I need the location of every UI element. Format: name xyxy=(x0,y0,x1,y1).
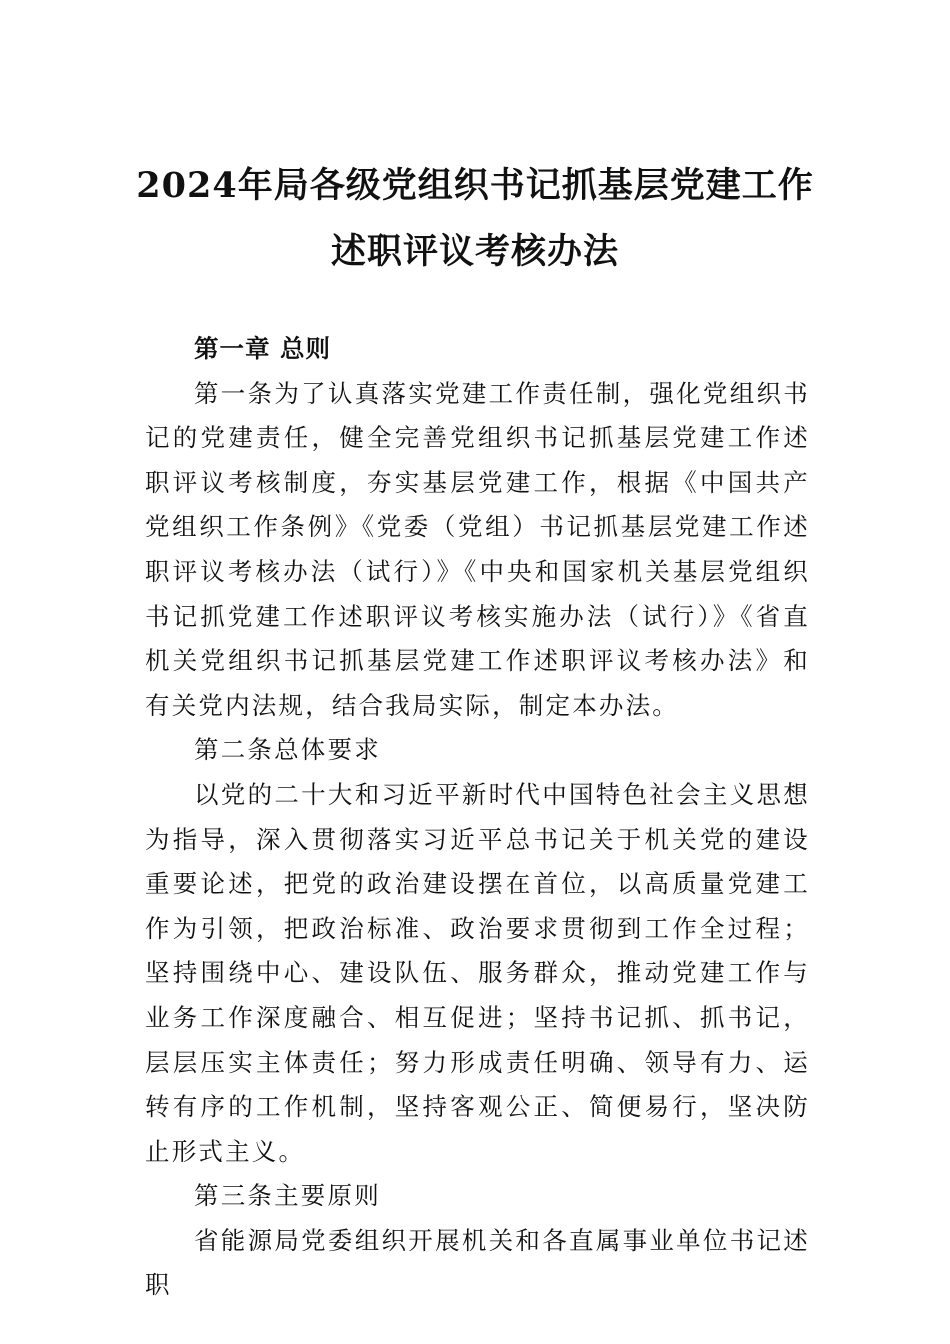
article-3-heading: 第三条主要原则 xyxy=(194,1181,381,1211)
document-title-line-2: 述职评议考核办法 xyxy=(330,231,619,272)
document-title-line-1: 2024年局各级党组织书记抓基层党建工作 xyxy=(136,165,814,206)
article-3-paragraph: 省能源局党委组织开展机关和各直属事业单位书记述职 xyxy=(145,1225,810,1300)
document-body xyxy=(145,327,810,1308)
chapter-heading: 第一章 总则 xyxy=(194,334,332,363)
article-1-paragraph: 第一条为了认真落实党建工作责任制，强化党组织书记的党建责任，健全完善党组织书记抓基层党建工作述职评议考核制度，夯实基层党建工作，根据《中国共产党组织工作条例》《党委（党组）书记抓基层党建工作述职评议考核办法（试行）》《中央和国家机关基层党组织书记抓党建工作述职评议考核实施办法（试行）》《省直机关党组织书记抓基层党建工作述职评议考核办法》和有关党内法规，结合我局实际，制定本办法。 xyxy=(145,378,810,720)
article-2-heading: 第二条总体要求 xyxy=(194,735,381,765)
article-2-paragraph: 以党的二十大和习近平新时代中国特色社会主义思想为指导，深入贯彻落实习近平总书记关于机关党的建设重要论述，把党的政治建设摆在首位，以高质量党建工作为引领，把政治标准、政治要求贯彻到工作全过程；坚持围绕中心、建设队伍、服务群众，推动党建工作与业务工作深度融合、相互促进；坚持书记抓、抓书记，层层压实主体责任；努力形成责任明确、领导有力、运转有序的工作机制，坚持客观公正、简便易行，坚决防止形式主义。 xyxy=(145,779,810,1166)
